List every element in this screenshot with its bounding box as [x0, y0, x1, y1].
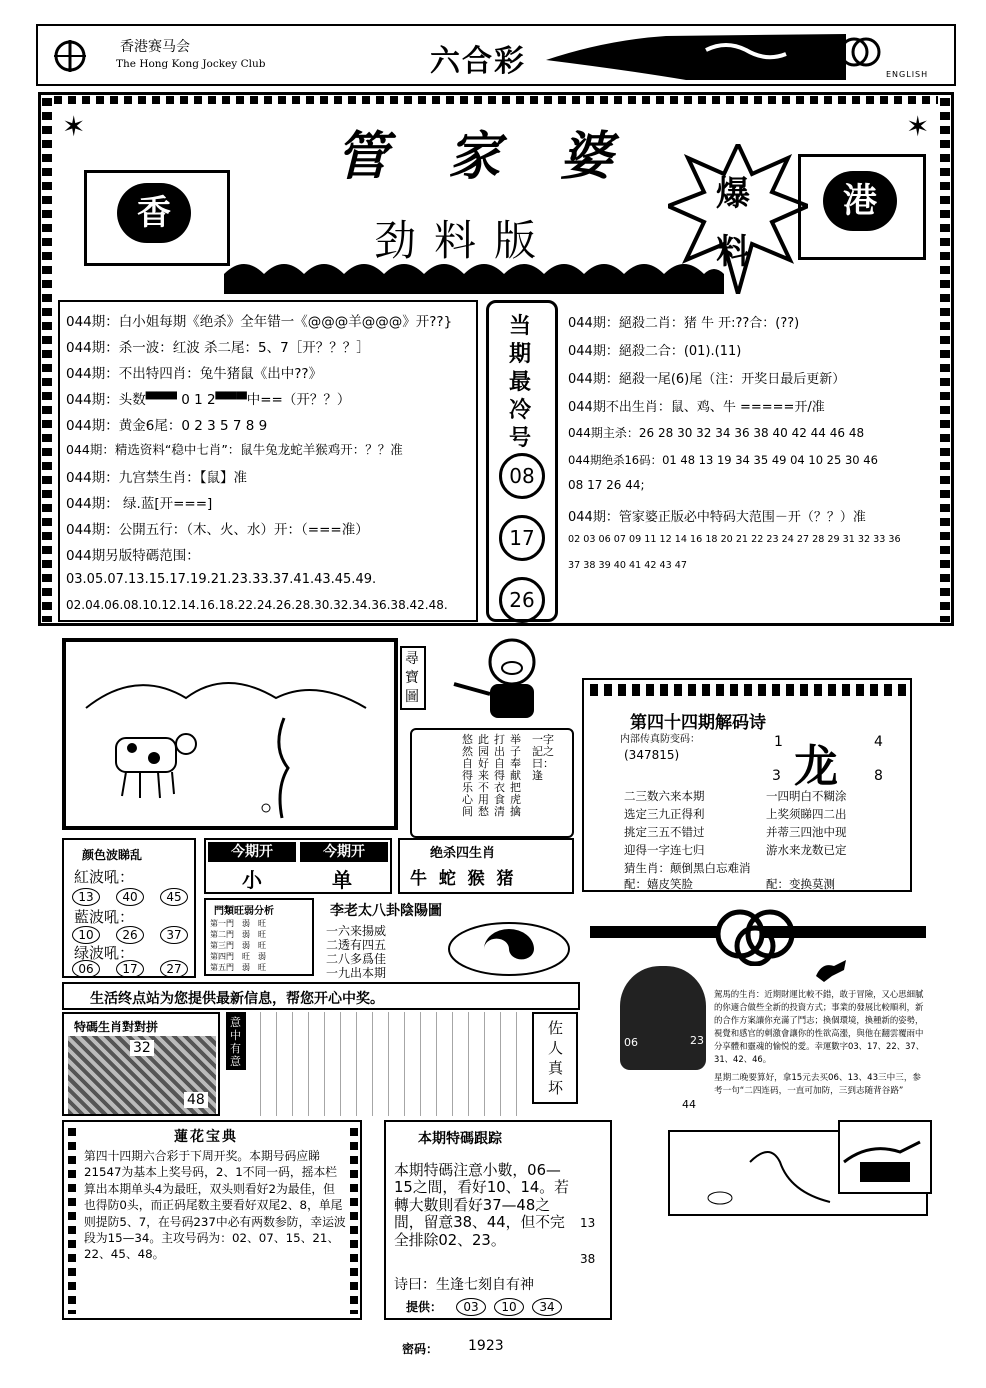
this-issue-box — [204, 838, 392, 894]
red-ball: 13 — [72, 888, 100, 906]
door-cell: 弱 — [242, 963, 250, 972]
banner-wave — [224, 254, 724, 294]
book-icon — [838, 1120, 932, 1194]
kill-four-title: 绝杀四生肖 — [430, 846, 496, 861]
right-prediction-line: 02 03 06 07 09 11 12 14 16 18 20 21 22 23 24 27 28 29 31 32 33 36 — [568, 534, 901, 545]
code-label: 密码： — [402, 1342, 439, 1356]
pig-cartoon — [448, 636, 558, 722]
banner-subtitle: 劲料版 — [374, 216, 555, 265]
door-cell: 第四門 — [210, 952, 234, 961]
jockey-club-logo — [52, 38, 88, 74]
treasure-map — [62, 638, 398, 830]
right-prediction-line: 044期：管家婆正版必中特码大范围－开（？？）准 — [568, 510, 866, 525]
tracking-poem: 诗曰：生逢七刻自有神 — [394, 1277, 534, 1293]
right-prediction-line: 044期：絕殺一尾(6)尾（注：开奖日最后更新） — [568, 372, 846, 387]
prediction-line: 044期：白小姐每期《绝杀》全年错一《@@@羊@@@》开??} — [66, 314, 453, 330]
green-ball: 27 — [160, 960, 188, 978]
bagua-title: 李老太八卦陰陽圖 — [330, 903, 442, 919]
scroll-line: 此园好来不用愁 — [478, 733, 489, 818]
mountains-drawing — [76, 648, 376, 828]
treasure-label: 尋寶圖 — [405, 651, 419, 705]
right-prediction-line: 044期主杀：26 28 30 32 34 36 38 40 42 44 46 48 — [568, 426, 865, 440]
door-cell: 第二門 — [210, 930, 234, 939]
english-logo-icon[interactable] — [838, 32, 878, 72]
scroll-title: 一字記之曰：逢 — [532, 733, 554, 782]
pair-num: 48 — [184, 1092, 208, 1108]
horse-icon — [812, 956, 852, 984]
color-wave-box — [62, 838, 196, 978]
poem-code: (347815) — [624, 748, 680, 762]
scroll-line: 打出自得衣食清 — [494, 733, 505, 818]
poem-pair-right: 配：变换莫测 — [766, 877, 835, 891]
provide-num: 34 — [532, 1298, 562, 1316]
poem-num: 3 — [772, 768, 781, 784]
horse-extra: 星期二晚要算好，拿15元去买06、13、43三中三，参考一句“二四连码，一直可加防，三到志随背谷路” — [714, 1073, 922, 1096]
middle-tag-text: 意中有意 — [230, 1016, 241, 1068]
this-issue-header: 今期开 — [208, 842, 296, 862]
prediction-list — [58, 300, 478, 622]
life-stop-banner — [62, 982, 580, 1010]
tracking-side-num: 13 — [580, 1216, 596, 1230]
horse-text: 駕馬的生肖：近期財運比較不錯，敢于冒險，又心思細膩的你適合做些全新的投資方式；事業的發展比較順利，新的合作方案讓你充滿了鬥志；換個環境，換種新的姿勢，視覺和感官的刺激會讓你的性欲高漲，與他在翻雲覆雨中分享體和靈魂的愉悦的愛。幸運數字03、17、22、37、31、42、46。 — [714, 989, 925, 1064]
poem-line-left: 二三数六来本期 — [624, 789, 705, 803]
left-badge: 香 — [117, 183, 191, 243]
lotus-border-left — [68, 1128, 76, 1314]
kill-four-animals: 牛 蛇 猴 猪 — [410, 869, 514, 889]
door-row — [210, 951, 266, 962]
poem-box — [582, 678, 912, 892]
blue-wave-label: 藍波吼： — [74, 908, 135, 926]
poem-line-left: 挑定三五不错过 — [624, 825, 705, 839]
door-row — [210, 940, 266, 951]
poem-line-left: 选定三九正得利 — [624, 807, 705, 821]
poem-pair-left: 配：嬉皮笑脸 — [624, 877, 693, 891]
color-wave-title: 颜色波睇乱 — [82, 848, 143, 862]
star-icon: ✶ — [906, 110, 930, 143]
bagua-line: 二八多爲佳 — [326, 952, 387, 966]
header-bar — [36, 24, 956, 86]
prediction-line: 044期另版特碼范围： — [66, 548, 200, 564]
treasure-label-box — [400, 646, 426, 710]
prediction-line: 044期：杀一波：红波 杀二尾：5、7［开？？？］ — [66, 340, 370, 356]
blue-ball: 26 — [116, 926, 144, 944]
banner-title: 管家婆 — [336, 127, 673, 187]
door-cell: 弱 — [258, 952, 266, 961]
coldest-label: 当 — [509, 314, 532, 339]
red-ball: 45 — [160, 888, 188, 906]
poem-line-right: 上奖须睇四二出 — [766, 807, 847, 821]
range-line: 02.04.06.08.10.12.14.16.18.22.24.26.28.30.32.34.36.38.42.48. — [66, 598, 448, 612]
tracking-side-num: 38 — [580, 1252, 596, 1266]
coldest-number: 17 — [499, 515, 545, 561]
frame-chain-right — [940, 98, 950, 622]
prediction-line: 044期：不出特四肖：兔牛猪鼠《出中??》 — [66, 366, 323, 382]
horse-num: 06 — [624, 1036, 638, 1049]
club-name-cn: 香港赛马会 — [120, 39, 190, 55]
burst-text-2: 料 — [716, 232, 750, 272]
lotus-text: 第四十四期六合彩于下周开奖。本期号码应睇21547为基本上奖号码，2、1不同一码，摇本栏算出本期单头4为最旺，双头则看好2为最佳，但也得防0头，而正码尾数主要看好双尾2、8，单尾则提防5、7，在号码237中必有两数参防，幸运波段为15—34。主攻号码为：02、07、15、21、22、45、48。 — [84, 1149, 346, 1262]
prediction-line: 044期： 绿.蓝[开===] — [66, 496, 213, 512]
blue-ball: 10 — [72, 926, 100, 944]
door-cell: 旺 — [258, 930, 266, 939]
provide-label: 提供： — [406, 1300, 443, 1314]
tracking-text: 本期特碼注意小數，06—15之間，看好10、14。若轉大數則看好37—48之間，留意38、44，但不完全排除02、23。 — [394, 1162, 569, 1249]
bagua-line: 一六来揚威 — [326, 924, 387, 938]
door-row — [210, 962, 266, 973]
frame-chain-top — [54, 96, 938, 104]
prediction-line: 044期：九宫禁生肖：【鼠】准 — [66, 470, 248, 486]
english-link[interactable]: ENGLISH — [886, 70, 929, 79]
person-tag — [532, 1012, 578, 1104]
scroll-line: 悠然自得乐心间 — [462, 733, 473, 818]
coldest-number: 08 — [499, 453, 545, 499]
range-line: 03.05.07.13.15.17.19.21.23.33.37.41.43.45.49. — [66, 572, 377, 587]
right-prediction-line: 044期：絕殺二肖：猪 牛 开:??合：(??) — [568, 316, 800, 331]
horse-num: 23 — [690, 1034, 704, 1047]
door-cell: 旺 — [258, 963, 266, 972]
door-row — [210, 918, 266, 929]
tracking-title: 本期特碼跟踪 — [418, 1131, 502, 1147]
lotus-border-right — [350, 1128, 358, 1314]
lotus-title: 蓮花宝典 — [174, 1129, 238, 1145]
coldest-label: 号 — [509, 426, 532, 451]
door-cell: 弱 — [242, 930, 250, 939]
frame-chain-left — [42, 98, 52, 622]
pair-title: 特碼生肖對對拼 — [74, 1020, 159, 1034]
prediction-line: 044期：精选资料“稳中七肖”：鼠牛兔龙蛇羊猴鸡开：？？准 — [66, 442, 403, 457]
green-ball: 17 — [116, 960, 144, 978]
door-cell: 弱 — [242, 941, 250, 950]
right-prediction-line: 044期不出生肖：鼠、鸡、牛 =====开/准 — [568, 400, 825, 415]
door-cell: 旺 — [258, 919, 266, 928]
right-prediction-list — [562, 300, 938, 622]
horse-num: 44 — [682, 1098, 696, 1111]
poem-line-left: 迎得一字连七归 — [624, 843, 705, 857]
star-icon: ✶ — [62, 110, 86, 143]
this-issue-header: 今期开 — [300, 842, 388, 862]
left-badge-frame — [84, 170, 230, 266]
tracking-box — [384, 1120, 612, 1320]
this-issue-value: 小 — [242, 868, 262, 892]
coldest-column — [486, 300, 558, 622]
poem-subtitle: 内部传真防变码： — [620, 734, 700, 745]
bagua-box — [320, 898, 576, 980]
door-table — [204, 898, 314, 976]
door-cell: 弱 — [242, 919, 250, 928]
right-badge-frame — [798, 154, 926, 260]
yin-yang-icon — [444, 920, 574, 978]
scroll — [410, 728, 574, 838]
provide-num: 10 — [494, 1298, 524, 1316]
lotus-box — [62, 1120, 362, 1320]
prediction-line: 044期：公開五行：（木、火、水）开：（===准） — [66, 522, 369, 538]
club-name-en: The Hong Kong Jockey Club — [116, 58, 266, 70]
horse-banner — [546, 30, 846, 82]
green-wave-label: 绿波吼： — [74, 944, 135, 962]
coldest-label: 期 — [509, 342, 532, 367]
poem-num: 1 — [774, 734, 783, 750]
door-cell: 第三門 — [210, 941, 234, 950]
door-row — [210, 929, 266, 940]
person-tag-text: 佐人真坏 — [548, 1019, 564, 1097]
lottery-title: 六合彩 — [430, 44, 526, 79]
poem-guess: 猜生肖：颠倒黑白忘难消 — [624, 861, 751, 875]
poem-num: 4 — [874, 734, 883, 750]
prediction-line: 044期：黄金6尾：0 2 3 5 7 8 9 — [66, 418, 268, 434]
red-wave-label: 紅波吼： — [74, 868, 135, 886]
provide-num: 03 — [456, 1298, 486, 1316]
prediction-line: 044期：头数▀▀▀ 0 1 2▀▀▀中==（开？？） — [66, 392, 351, 408]
right-prediction-line: 08 17 26 44; — [568, 478, 645, 492]
poem-num: 8 — [874, 768, 883, 784]
pair-num: 32 — [130, 1040, 154, 1056]
coldest-number: 26 — [499, 577, 545, 623]
person-photo — [620, 966, 706, 1070]
poem-line-right: 一四明白不糊涂 — [766, 789, 847, 803]
blue-ball: 37 — [160, 926, 188, 944]
this-issue-value: 单 — [332, 868, 352, 892]
coldest-label: 最 — [509, 370, 532, 395]
green-ball: 06 — [72, 960, 100, 978]
right-prediction-line: 044期绝杀16码：01 48 13 19 34 35 49 04 10 25 30 46 — [568, 453, 878, 467]
bagua-line: 一九出本期 — [326, 966, 387, 980]
poem-border-top — [590, 684, 906, 696]
door-cell: 旺 — [242, 952, 250, 961]
coldest-label: 冷 — [509, 398, 532, 423]
door-cell: 第五門 — [210, 963, 234, 972]
poem-line-right: 游水来龙数已定 — [766, 843, 847, 857]
life-stop-text: 生活终点站为您提供最新信息，帮您开心中奖。 — [90, 991, 384, 1007]
scroll-line: 举子奉献把虎擒 — [510, 733, 521, 818]
red-ball: 40 — [116, 888, 144, 906]
poem-line-right: 并蒂三四池中现 — [766, 825, 847, 839]
right-prediction-line: 044期：絕殺二合：(01).(11) — [568, 344, 742, 359]
rings-banner — [590, 904, 926, 966]
code-value: 1923 — [468, 1338, 504, 1354]
bagua-line: 二透有四五 — [326, 938, 387, 952]
right-prediction-line: 37 38 39 40 41 42 43 47 — [568, 560, 688, 571]
story-columns — [250, 1012, 528, 1116]
burst-text-1: 爆 — [716, 174, 750, 214]
pair-box — [62, 1012, 220, 1116]
banner — [56, 104, 938, 298]
kill-four-box — [398, 838, 574, 894]
door-table-title: 門類旺弱分析 — [214, 906, 274, 917]
door-cell: 第一門 — [210, 919, 234, 928]
middle-tag — [226, 1012, 246, 1070]
right-badge: 港 — [823, 171, 897, 231]
door-cell: 旺 — [258, 941, 266, 950]
poem-big-char: 龙 — [794, 741, 838, 792]
poem-title: 第四十四期解码诗 — [630, 713, 766, 733]
